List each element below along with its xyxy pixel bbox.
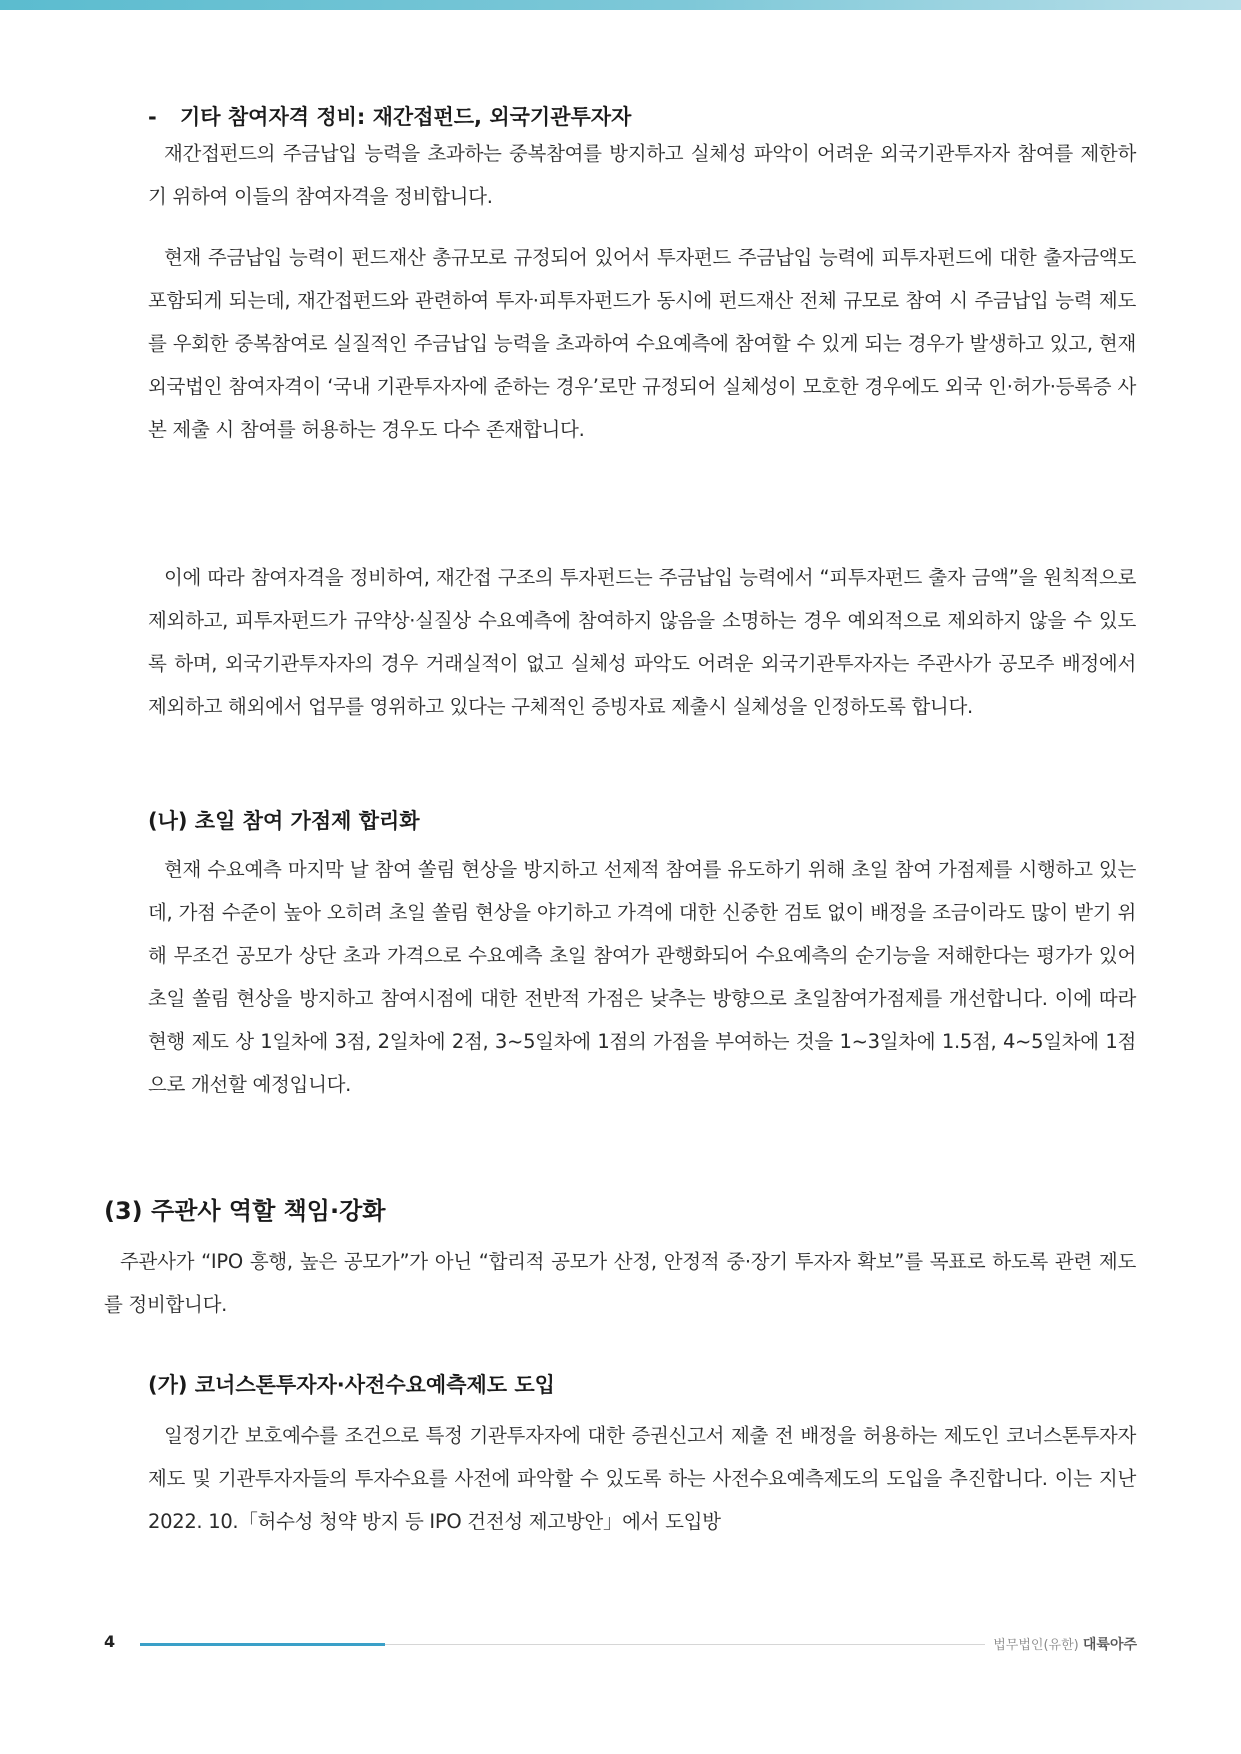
section-heading-3: (3) 주관사 역할 책임·강화: [104, 1197, 386, 1225]
top-accent-bar: [0, 0, 1241, 10]
footer-divider: [385, 1644, 985, 1645]
paragraph-fund-intro: 재간접펀드의 주금납입 능력을 초과하는 중복참여를 방지하고 실체성 파악이 어려운 외국기관투자자 참여를 제한하기 위하여 이들의 참여자격을 정비합니다.: [148, 142, 1136, 208]
paragraph-current-status: 현재 주금납입 능력이 펀드재산 총규모로 규정되어 있어서 투자펀드 주금납입 능력에 피투자펀드에 대한 출자금액도 포함되게 되는데, 재간접펀드와 관련하여 투자·피투자펀드가 동시에 펀드재산 전체 규모로 참여 시 주금납입 능력 제도를 우회한 중복참여로 실질적인 주금납입 능력을 초과하여 수요예측에 참여할 수 있게 되는 경우가 발생하고 있고, 현재 외국법인 참여자격이 ‘국내 기관투자자에 준하는 경우’로만 규정되어 실체성이 모호한 경우에도 외국 인·허가·등록증 사본 제출 시 참여를 허용하는 경우도 다수 존재합니다.: [148, 246, 1136, 441]
page-number: 4: [104, 1632, 116, 1651]
firm-prefix: 법무법인(유한): [993, 1638, 1079, 1653]
bullet-heading: [148, 102, 1108, 132]
subheading-na: (나) 초일 참여 가점제 합리화: [148, 809, 420, 833]
bullet-dash: -: [148, 105, 157, 129]
subheading-ga: (가) 코너스톤투자자·사전수요예측제도 도입: [148, 1373, 555, 1397]
bullet-heading-text: 기타 참여자격 정비: 재간접펀드, 외국기관투자자: [180, 105, 632, 129]
paragraph-qualification-reform: 이에 따라 참여자격을 정비하여, 재간접 구조의 투자펀드는 주금납입 능력에서 “피투자펀드 출자 금액”을 원칙적으로 제외하고, 피투자펀드가 규약상·실질상 수요예측에 참여하지 않음을 소명하는 경우 예외적으로 제외하지 않을 수 있도록 하며, 외국기관투자자의 경우 거래실적이 없고 실체성 파악도 어려운 외국기관투자자는 주관사가 공모주 배정에서 제외하고 해외에서 업무를 영위하고 있다는 구체적인 증빙자료 제출시 실체성을 인정하도록 합니다.: [148, 566, 1136, 718]
firm-name: 대륙아주: [1082, 1637, 1137, 1653]
paragraph-underwriter-role: 주관사가 “IPO 흥행, 높은 공모가”가 아닌 “합리적 공모가 산정, 안정적 중·장기 투자자 확보”를 목표로 하도록 관련 제도를 정비합니다.: [104, 1250, 1136, 1316]
footer-brand: [993, 1634, 1137, 1654]
footer-accent-line: [140, 1643, 385, 1646]
paragraph-first-day-bonus: 현재 수요예측 마지막 날 참여 쏠림 현상을 방지하고 선제적 참여를 유도하기 위해 초일 참여 가점제를 시행하고 있는데, 가점 수준이 높아 오히려 초일 쏠림 현상을 야기하고 가격에 대한 신중한 검토 없이 배정을 조금이라도 많이 받기 위해 무조건 공모가 상단 초과 가격으로 수요예측 초일 참여가 관행화되어 수요예측의 순기능을 저해한다는 평가가 있어 초일 쏠림 현상을 방지하고 참여시점에 대한 전반적 가점은 낮추는 방향으로 초일참여가점제를 개선합니다. 이에 따라 현행 제도 상 1일차에 3점, 2일차에 2점, 3~5일차에 1점의 가점을 부여하는 것을 1~3일차에 1.5점, 4~5일차에 1점으로 개선할 예정입니다.: [148, 858, 1136, 1096]
paragraph-cornerstone: 일정기간 보호예수를 조건으로 특정 기관투자자에 대한 증권신고서 제출 전 배정을 허용하는 제도인 코너스톤투자자제도 및 기관투자자들의 투자수요를 사전에 파악할 수 있도록 하는 사전수요예측제도의 도입을 추진합니다. 이는 지난 2022. 10.「허수성 청약 방지 등 IPO 건전성 제고방안」에서 도입방: [148, 1424, 1136, 1533]
